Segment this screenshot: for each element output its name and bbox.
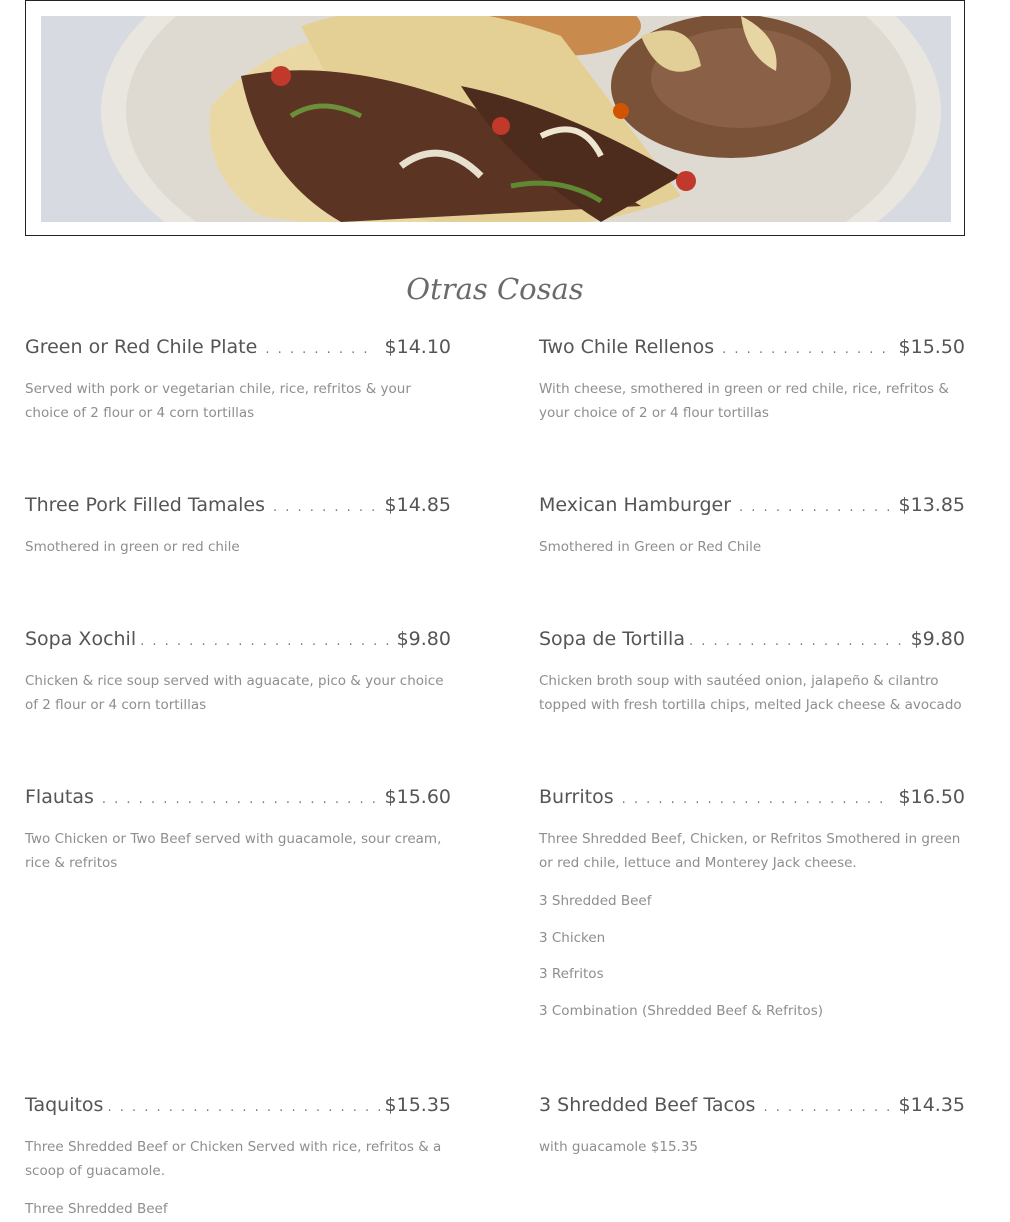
item-description: Served with pork or vegetarian chile, rice, refritos & your choice of 2 flour or 4 corn tortillas [25, 381, 411, 421]
item-price: $16.50 [898, 786, 965, 808]
item-description: with guacamole $15.35 [539, 1139, 699, 1155]
dot-leader [140, 630, 392, 654]
menu-item-mexican-hamburger [539, 493, 965, 559]
item-price: $14.85 [384, 494, 451, 516]
item-name: Mexican Hamburger [539, 494, 732, 516]
food-photo [41, 16, 951, 222]
item-description: Smothered in Green or Red Chile [539, 539, 762, 555]
item-price: $15.50 [898, 336, 965, 358]
item-description: Three Shredded Beef or Chicken Served with rice, refritos & a scoop of guacamole. [25, 1139, 442, 1179]
item-price: $14.10 [384, 336, 451, 358]
item-name: Two Chile Rellenos [539, 336, 715, 358]
item-name: Sopa de Tortilla [539, 628, 685, 650]
dot-leader [739, 496, 890, 520]
item-description: Three Shredded Beef, Chicken, or Refritos Smothered in green or red chile, lettuce and Monterey Jack cheese. [539, 831, 961, 871]
menu-item-sopa-de-tortilla [539, 627, 965, 717]
item-name: Flautas [25, 786, 94, 808]
item-name: Taquitos [25, 1094, 104, 1116]
burrito-option: 3 Combination (Shredded Beef & Refritos) [539, 1003, 823, 1019]
item-description: Chicken & rice soup served with aguacate, pico & your choice of 2 flour or 4 corn tortillas [25, 673, 444, 713]
hero-image-frame [25, 0, 965, 236]
burrito-option: 3 Shredded Beef [539, 893, 652, 909]
menu-item-burritos [539, 785, 965, 875]
dot-leader [265, 338, 376, 362]
menu-item-three-pork-tamales [25, 493, 451, 559]
item-description: Chicken broth soup with sautéed onion, jalapeño & cilantro topped with fresh tortilla chips, melted Jack cheese & avocado [539, 673, 962, 713]
dot-leader [622, 788, 891, 812]
menu-item-sopa-xochil [25, 627, 451, 717]
item-price: $13.85 [898, 494, 965, 516]
item-name: Green or Red Chile Plate [25, 336, 258, 358]
item-price: $9.80 [396, 628, 451, 650]
menu-item-taquitos [25, 1093, 451, 1183]
dot-leader [102, 788, 377, 812]
item-description: Two Chicken or Two Beef served with guacamole, sour cream, rice & refritos [25, 831, 442, 871]
item-price: $14.35 [898, 1094, 965, 1116]
item-name: Burritos [539, 786, 614, 808]
item-price: $15.60 [384, 786, 451, 808]
dot-leader [763, 1096, 890, 1120]
menu-item-beef-tacos [539, 1093, 965, 1159]
dot-leader [107, 1096, 380, 1120]
menu-item-green-red-chile-plate [25, 335, 451, 425]
dot-leader [689, 630, 907, 654]
item-price: $9.80 [910, 628, 965, 650]
dot-leader [273, 496, 377, 520]
item-description: Smothered in green or red chile [25, 539, 240, 555]
item-name: 3 Shredded Beef Tacos [539, 1094, 756, 1116]
burrito-option: 3 Chicken [539, 930, 606, 946]
dot-leader [722, 338, 890, 362]
taquito-option: Three Shredded Beef [25, 1201, 168, 1217]
item-name: Sopa Xochil [25, 628, 137, 650]
item-description: With cheese, smothered in green or red chile, rice, refritos & your choice of 2 or 4 flour tortillas [539, 381, 949, 421]
burrito-option: 3 Refritos [539, 966, 604, 982]
menu-item-two-chile-rellenos [539, 335, 965, 425]
item-name: Three Pork Filled Tamales [25, 494, 266, 516]
menu-item-flautas [25, 785, 451, 875]
section-title: Otras Cosas [406, 272, 584, 306]
tacos-plate-illustration [41, 16, 951, 222]
item-price: $15.35 [384, 1094, 451, 1116]
